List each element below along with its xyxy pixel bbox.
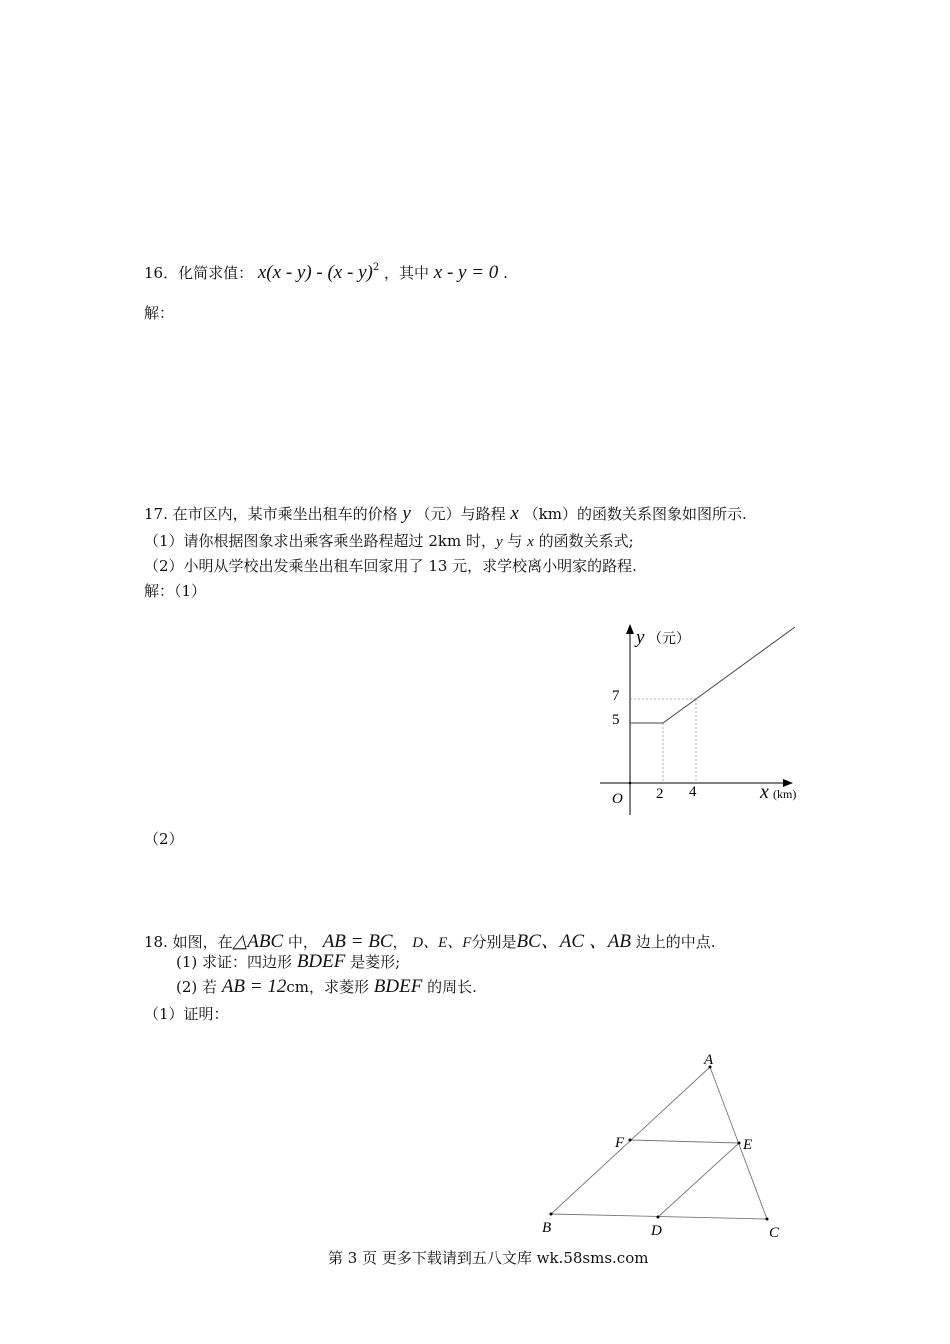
q18-intro-line [144, 926, 716, 953]
segment-fe [630, 1140, 739, 1143]
q18-triangle-figure [535, 1045, 785, 1240]
x-tick-2: 2 [656, 786, 664, 802]
y-axis-label: y [636, 627, 645, 648]
q16-mid-text: ，其中 [384, 264, 430, 282]
q16-label: 16．化简求值： [144, 264, 254, 282]
q17-var-y: y [402, 503, 411, 524]
q17-intro-line [144, 503, 747, 525]
q18-points: D、E、F [412, 935, 472, 951]
q18-part1-c: 是菱形; [350, 953, 401, 971]
q17-unit-y: （元）与路程 [415, 505, 506, 523]
q16-line [144, 262, 508, 284]
q17-var-x: x [510, 503, 519, 524]
q16-end: . [503, 264, 508, 282]
segment-de [658, 1143, 739, 1217]
q18-part1-a: (1) 求证：四边形 [176, 953, 293, 971]
q18-equation: AB = BC [322, 931, 393, 952]
y-tick-5: 5 [612, 712, 620, 728]
q17-part2: （2）小明从学校出发乘坐出租车回家用了 13 元，求学校离小明家的路程. [144, 557, 637, 575]
origin-label: O [612, 791, 623, 807]
point-b-label: B [542, 1220, 552, 1236]
y-axis-unit: （元） [648, 631, 690, 647]
q18-part1 [176, 951, 400, 973]
point-d-label: D [651, 1223, 662, 1239]
q18-answer: （1）证明： [144, 1005, 229, 1023]
q17-intro: 17. 在市区内，某市乘坐出租车的价格 [144, 505, 398, 523]
q17-answer2: （2） [144, 830, 184, 848]
x-axis-label: x [760, 781, 769, 803]
q18-sides: BC、AC 、AB [516, 931, 632, 952]
q17-answer1: 解：（1） [144, 582, 207, 600]
q18-intro3: ， [392, 933, 408, 951]
q18-part2-a: (2) 若 [176, 978, 218, 996]
q18-part2-c: cm，求菱形 [286, 978, 369, 996]
q18-part2-e: 的周长. [427, 978, 477, 996]
q18-intro1: 18. 如图，在 [144, 933, 233, 951]
q16-condition: x - y = 0 [433, 262, 499, 283]
x-tick-4: 4 [689, 784, 697, 800]
q17-part1-y: y [495, 534, 503, 550]
q18-part2 [176, 976, 477, 998]
q18-intro5: 边上的中点. [635, 933, 716, 951]
q17-part1-x: x [527, 534, 534, 550]
q16-expression: x(x - y) - (x - y) [257, 262, 373, 283]
q18-part2-d: BDEF [373, 976, 423, 997]
q18-triangle: △ABC [232, 931, 284, 952]
q17-part1-mid: 与 [502, 532, 528, 550]
q17-part1 [144, 530, 634, 551]
q17-part1-text: （1）请你根据图象求出乘客乘坐路程超过 2km 时， [144, 532, 496, 550]
point-e-label: E [743, 1137, 753, 1153]
y-tick-7: 7 [612, 688, 620, 704]
point-c-label: C [769, 1225, 780, 1240]
q16-exponent: 2 [372, 262, 380, 273]
q17-function-graph [590, 615, 810, 820]
point-a-label: A [704, 1052, 714, 1068]
origin-dot [629, 782, 632, 785]
q18-part1-b: BDEF [296, 951, 346, 972]
q18-part2-b: AB = 12 [221, 976, 287, 997]
q16-answer-label: 解： [144, 304, 175, 322]
q17-unit-x: （km）的函数关系图象如图所示. [523, 505, 747, 523]
point-f-label: F [615, 1135, 625, 1151]
page-footer: 第 3 页 更多下载请到五八文库 wk.58sms.com [328, 1249, 649, 1267]
q18-intro4: 分别是 [471, 933, 517, 951]
q18-intro2: 中， [283, 933, 318, 951]
x-axis-unit: (km) [773, 787, 797, 801]
q17-part1-end: 的函数关系式; [533, 532, 634, 550]
